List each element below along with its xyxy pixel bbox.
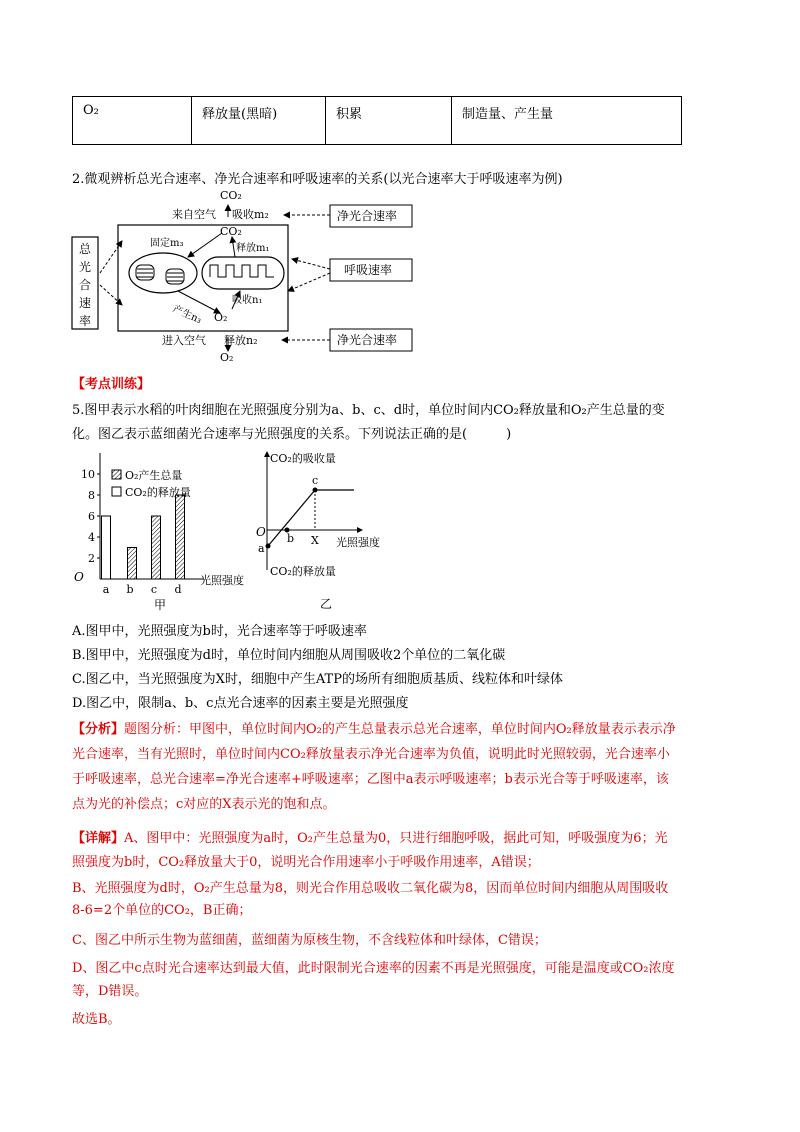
- analysis-line2: 光合速率，当有光照时，单位时间内CO₂释放量表示净光合速率为负值，说明此时光照较弱，光合速率小: [72, 747, 670, 762]
- table-cell: 释放量(黑暗): [192, 97, 326, 145]
- analysis-line3: 于呼吸速率，总光合速率=净光合速率+呼吸速率；乙图中a表示呼吸速率；b表示光合等于呼吸速率，该: [72, 772, 669, 787]
- option-b: B.图甲中，光照强度为d时，单位时间内细胞从周围吸收2个单位的二氧化碳: [72, 648, 506, 663]
- x-tick-label: X: [311, 534, 319, 547]
- total-rate-char: 光: [79, 260, 92, 274]
- into-air-label: 进入空气: [162, 334, 206, 347]
- y-tick-label: 10: [81, 468, 95, 481]
- cristae: [210, 265, 274, 277]
- grana-stack-1: [136, 265, 154, 280]
- total-rate-char: 总: [79, 242, 92, 256]
- absorb-n1-label: 吸收n₁: [232, 295, 263, 306]
- option-d: D.图乙中，限制a、b、c点光合速率的因素主要是光照强度: [72, 696, 409, 711]
- legend-swatch-co2: [112, 487, 121, 496]
- bar-o2-total: [128, 548, 137, 580]
- category-label: a: [102, 583, 110, 596]
- release-n2-label: 释放n₂: [224, 334, 258, 347]
- section2-title: 2.微观辨析总光合速率、净光合速率和呼吸速率的关系(以光合速率大于呼吸速率为例): [72, 172, 563, 187]
- y-tick-label: 4: [88, 531, 95, 544]
- detail-a2: 照强度为b时，CO₂释放量大于0，说明光合作用速率小于呼吸作用速率，A错误；: [72, 855, 540, 870]
- table-cell: O₂: [73, 97, 192, 145]
- y-tick-label: 2: [88, 552, 95, 565]
- legend-co2: CO₂的释放量: [125, 486, 191, 499]
- y-axis-bottom-label: CO₂的释放量: [270, 565, 336, 578]
- chart-jia: [72, 445, 262, 615]
- detail-tag: 【详解】: [72, 831, 125, 846]
- y-axis-top-label: CO₂的吸收量: [270, 452, 336, 465]
- absorb-m2-label: 吸收m₂: [232, 208, 269, 221]
- grana-stack-2: [166, 269, 184, 284]
- co2-inner-label: CO₂: [220, 225, 242, 238]
- fix-m3-label: 固定m₃: [150, 238, 184, 249]
- y-tick-label: 8: [88, 489, 95, 502]
- net-rate-label-top: 净光合速率: [337, 209, 398, 223]
- option-a: A.图甲中，光照强度为b时，光合速率等于呼吸速率: [72, 624, 367, 639]
- chart-title: 乙: [320, 597, 333, 611]
- summary-table: [72, 96, 682, 145]
- x-axis-label: 光照强度: [336, 536, 380, 549]
- q5-line1: 5.图甲表示水稻的叶肉细胞在光照强度分别为a、b、c、d时，单位时间内CO₂释放量和O₂产生总量的变: [72, 403, 665, 418]
- analysis-line1: [72, 718, 676, 737]
- detail-final: 故选B。: [72, 1012, 121, 1027]
- legend-o2: O₂产生总量: [125, 469, 183, 482]
- o2-inner-label: O₂: [214, 311, 228, 324]
- respiration-rate-label: 呼吸速率: [344, 263, 393, 277]
- origin-label: O: [256, 525, 266, 539]
- mitochondrion-shape: [202, 257, 284, 289]
- point-label-c: c: [312, 474, 319, 487]
- chart-yi: [252, 448, 402, 613]
- kaodian-heading: 【考点训练】: [72, 377, 151, 392]
- table-cell: 积累: [326, 97, 452, 145]
- detail-a1: [72, 827, 668, 846]
- point-label-a: a: [258, 542, 265, 555]
- bar-co2-release: [102, 516, 111, 579]
- point-c: [313, 488, 318, 493]
- net-rate-label-bottom: 净光合速率: [337, 333, 398, 347]
- detail-b1: B、光照强度为d时，O₂产生总量为8，则光合作用总吸收二氧化碳为8，因而单位时间内细胞从周围吸收: [72, 881, 669, 896]
- analysis-text: 题图分析：甲图中，单位时间内O₂的产生总量表示总光合速率，单位时间内O₂释放量表示表示净: [124, 722, 676, 737]
- release-m1-label: 释放m₁: [236, 243, 270, 254]
- category-label: b: [126, 583, 134, 596]
- analysis-line4: 点为光的补偿点；c对应的X表示光的饱和点。: [72, 797, 336, 812]
- category-label: c: [150, 583, 158, 596]
- total-rate-char: 率: [79, 314, 92, 328]
- category-label: d: [174, 583, 182, 596]
- produce-n3-label: 产生n₃: [170, 303, 204, 327]
- from-air-label: 来自空气: [172, 208, 216, 221]
- total-rate-char: 合: [79, 278, 92, 292]
- bar-o2-total: [152, 516, 161, 579]
- detail-d1: D、图乙中c点时光合速率达到最大值，此时限制光合速率的因素不再是光照强度，可能是温度或CO₂浓度: [72, 961, 675, 976]
- origin-label: O: [74, 570, 84, 584]
- table-cell: 制造量、产生量: [452, 97, 682, 145]
- co2-top-label: CO₂: [220, 189, 242, 202]
- point-a: [266, 544, 271, 549]
- total-rate-char: 速: [79, 296, 92, 310]
- option-c: C.图乙中，当光照强度为X时，细胞中产生ATP的场所有细胞质基质、线粒体和叶绿体: [72, 672, 563, 687]
- rate-relation-diagram: [60, 185, 440, 363]
- detail-d2: 等，D错误。: [72, 984, 148, 999]
- table-row: [73, 97, 682, 145]
- point-label-b: b: [287, 532, 295, 545]
- detail-b2: 8-6=2个单位的CO₂，B正确；: [72, 903, 252, 918]
- detail-c1: C、图乙中所示生物为蓝细菌，蓝细菌为原核生物，不含线粒体和叶绿体，C错误；: [72, 933, 547, 948]
- analysis-tag: 【分析】: [72, 722, 125, 737]
- x-axis-label: 光照强度: [200, 574, 244, 587]
- bar-o2-total: [176, 495, 185, 579]
- legend-swatch-o2: [112, 470, 121, 479]
- y-tick-label: 6: [88, 510, 95, 523]
- chart-title: 甲: [154, 598, 167, 612]
- q5-line2: 化。图乙表示蓝细菌光合速率与光照强度的关系。下列说法正确的是( ): [72, 427, 512, 442]
- o2-bottom-label: O₂: [220, 351, 234, 363]
- detail-text: A、图甲中：光照强度为a时，O₂产生总量为0，只进行细胞呼吸，据此可知，呼吸强度为6；光: [124, 831, 668, 846]
